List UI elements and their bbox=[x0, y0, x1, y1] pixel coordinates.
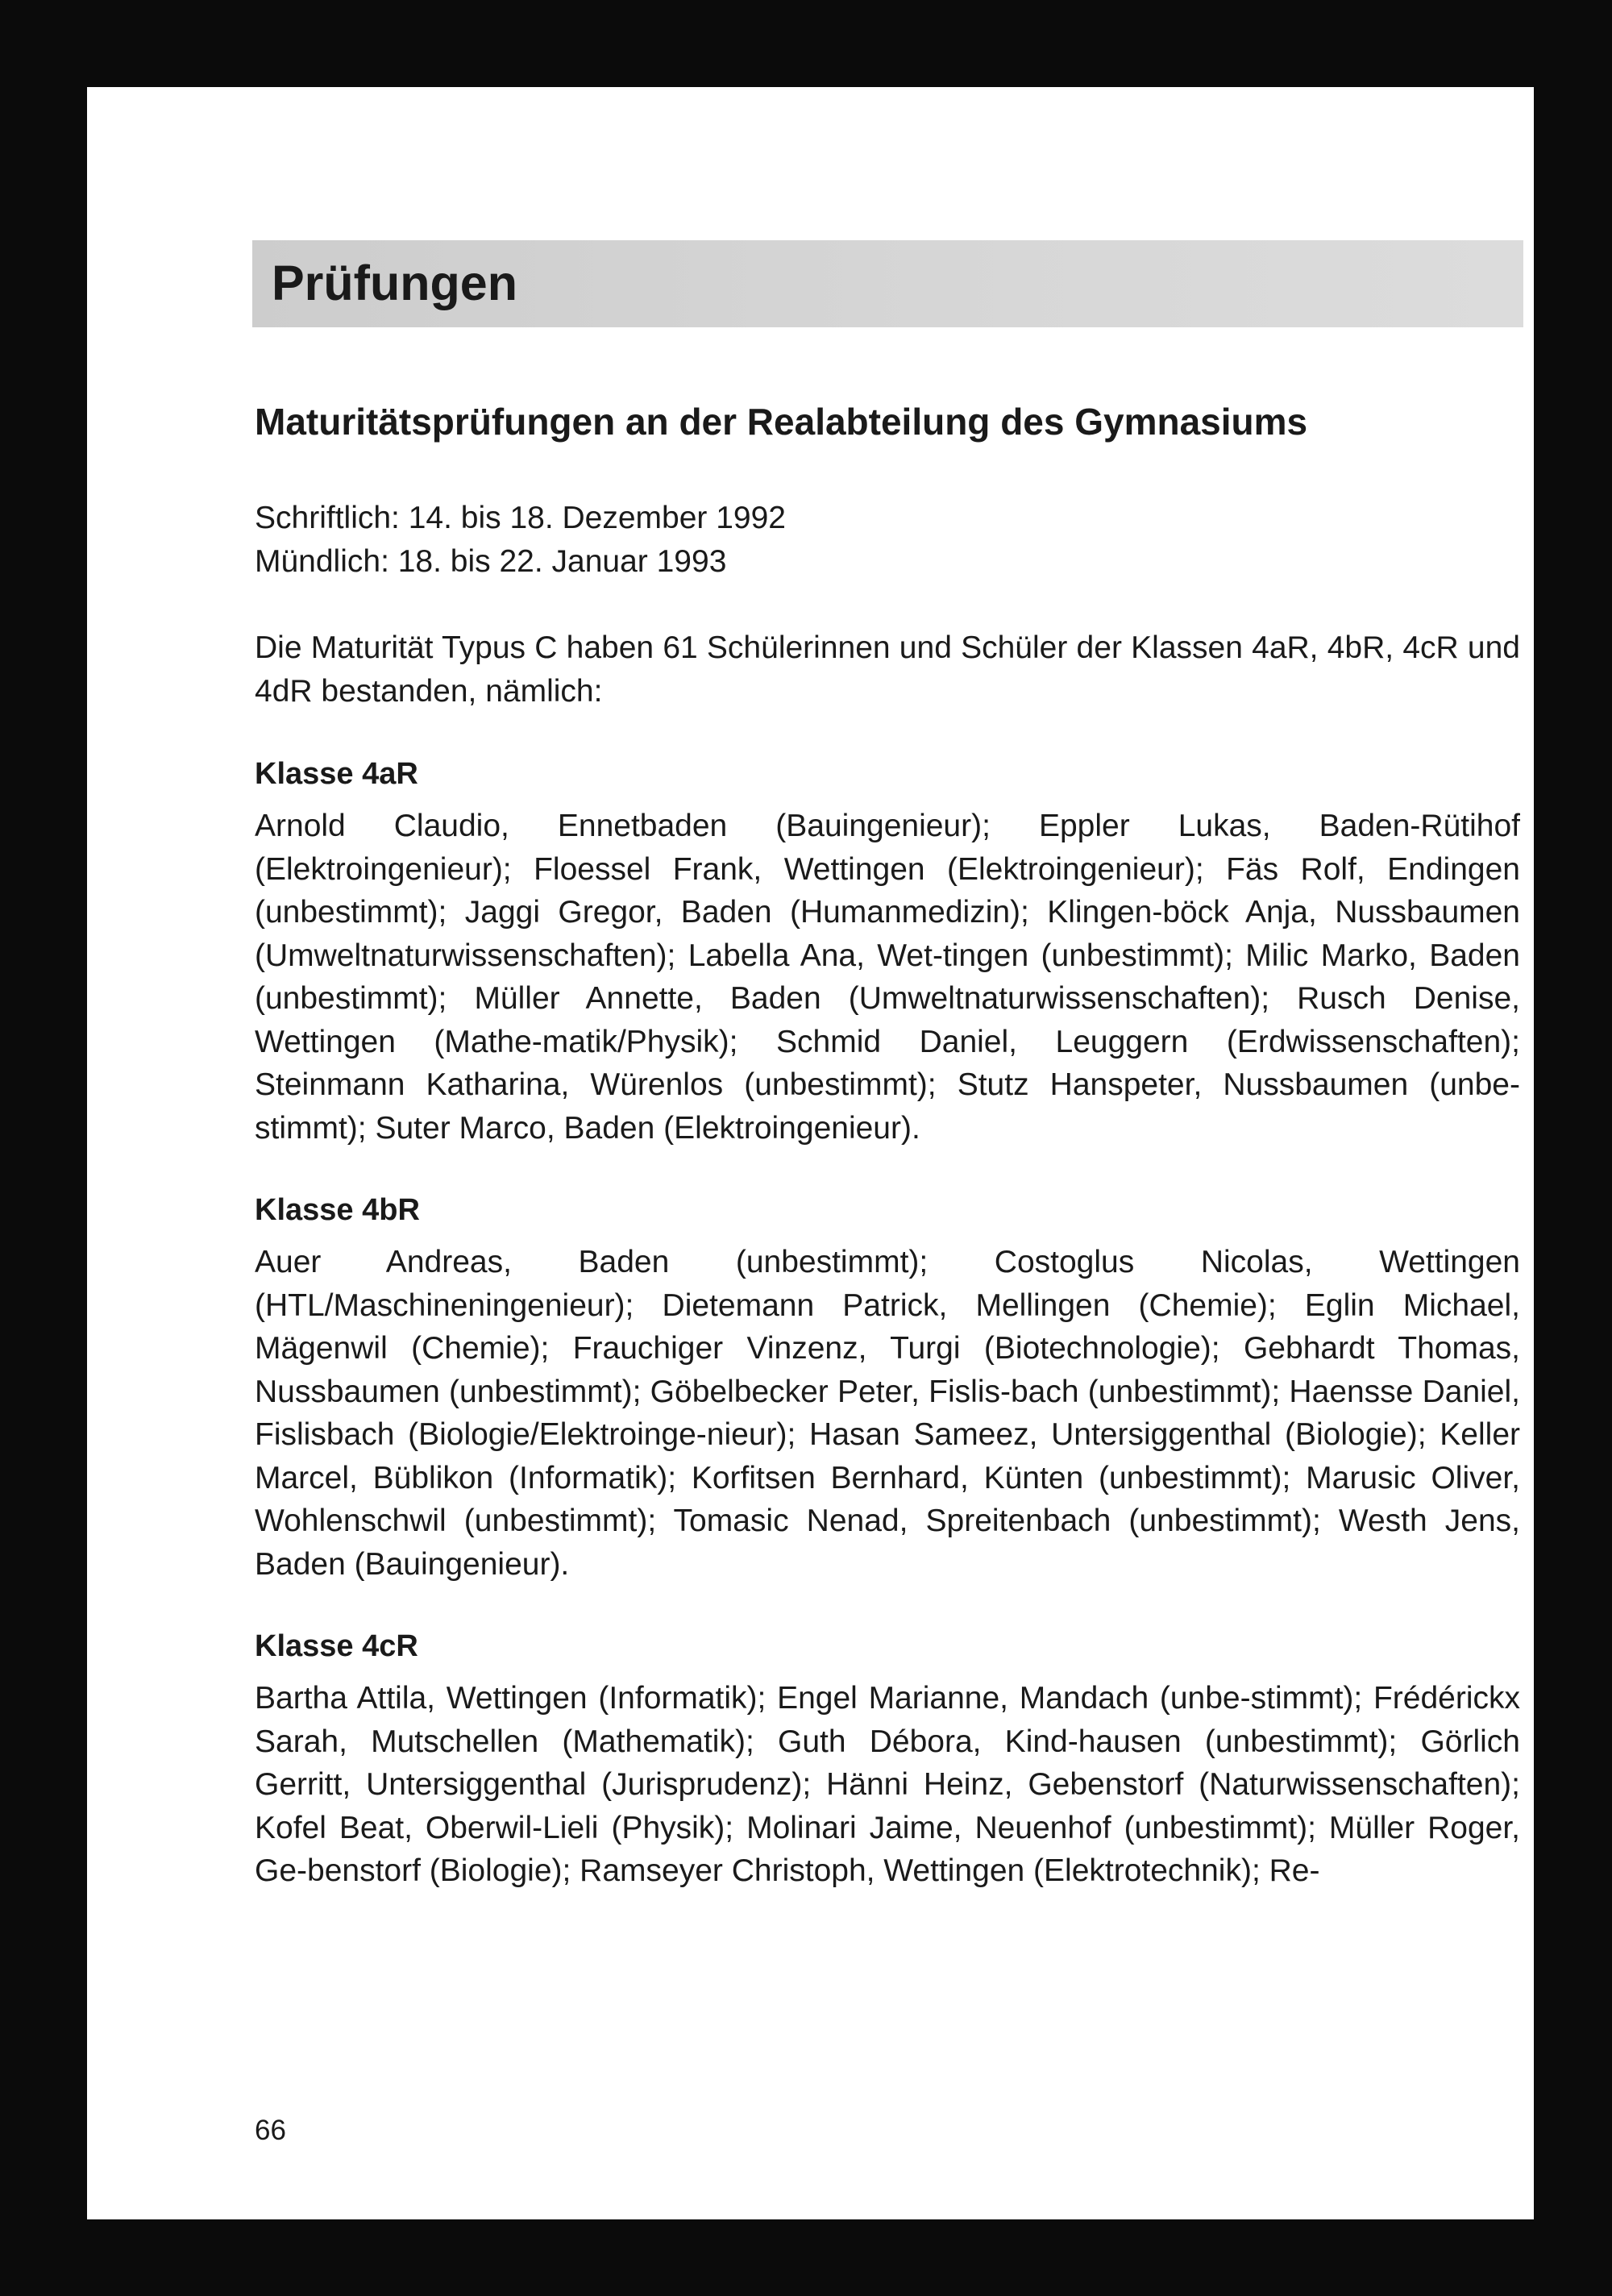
class-section-4bR bbox=[255, 1188, 1520, 1586]
class-section-4aR bbox=[255, 752, 1520, 1150]
section-banner bbox=[252, 240, 1523, 327]
page-number: 66 bbox=[255, 2115, 286, 2146]
document-page bbox=[87, 87, 1534, 2219]
class-heading: Klasse 4aR bbox=[255, 757, 418, 791]
intro-paragraph: Die Maturität Typus C haben 61 Schülerinnen und Schüler der Klassen 4aR, 4bR, 4cR und 4dR bestanden, nämlich: bbox=[255, 630, 1520, 709]
class-student-list: Bartha Attila, Wettingen (Informatik); Engel Marianne, Mandach (unbe-stimmt); Frédérickx Sarah, Mutschellen (Mathematik); Guth Débora, Kind-hausen (unbestimmt); Görlich Gerritt, Untersiggenthal (Jurisprudenz); Hänni Heinz, Gebenstorf (Naturwissenschaften); Kofel Beat, Oberwil-Lieli (Physik); Molinari Jaime, Neuenhof (unbestimmt); Müller Roger, Ge-benstorf (Biologie); Ramseyer Christoph, Wettingen (Elektrotechnik); Re- bbox=[255, 1681, 1520, 1888]
page-content bbox=[255, 400, 1520, 1932]
written-exam-date: Schriftlich: 14. bis 18. Dezember 1992 bbox=[255, 501, 787, 535]
main-heading: Maturitätsprüfungen an der Realabteilung des Gymnasiums bbox=[255, 401, 1308, 443]
class-heading: Klasse 4cR bbox=[255, 1629, 418, 1663]
oral-exam-date: Mündlich: 18. bis 22. Januar 1993 bbox=[255, 544, 727, 579]
class-student-list: Arnold Claudio, Ennetbaden (Bauingenieur); Eppler Lukas, Baden-Rütihof (Elektroingenieur); Floessel Frank, Wettingen (Elektroingenieur); Fäs Rolf, Endingen (unbestimmt); Jaggi Gregor, Baden (Humanmedizin); Klingen-böck Anja, Nussbaumen (Umweltnaturwissenschaften); Labella Ana, Wet-tingen (unbestimmt); Milic Marko, Baden (unbestimmt); Müller Annette, Baden (Umweltnaturwissenschaften); Rusch Denise, Wettingen (Mathe-matik/Physik); Schmid Daniel, Leuggern (Erdwissenschaften); Steinmann Katharina, Würenlos (unbestimmt); Stutz Hanspeter, Nussbaumen (unbe-stimmt); Suter Marco, Baden (Elektroingenieur). bbox=[255, 809, 1520, 1146]
class-section-4cR bbox=[255, 1624, 1520, 1893]
class-student-list: Auer Andreas, Baden (unbestimmt); Costoglus Nicolas, Wettingen (HTL/Maschineningenieur); Dietemann Patrick, Mellingen (Chemie); Eglin Michael, Mägenwil (Chemie); Frauchiger Vinzenz, Turgi (Biotechnologie); Gebhardt Thomas, Nussbaumen (unbestimmt); Göbelbecker Peter, Fislis-bach (unbestimmt); Haensse Daniel, Fislisbach (Biologie/Elektroinge-nieur); Hasan Sameez, Untersiggenthal (Biologie); Keller Marcel, Büblikon (Informatik); Korfitsen Bernhard, Künten (unbestimmt); Marusic Oliver, Wohlenschwil (unbestimmt); Tomasic Nenad, Spreitenbach (unbestimmt); Westh Jens, Baden (Bauingenieur). bbox=[255, 1245, 1520, 1582]
class-heading: Klasse 4bR bbox=[255, 1193, 420, 1227]
exam-dates bbox=[255, 497, 1520, 584]
section-title: Prüfungen bbox=[272, 256, 517, 310]
